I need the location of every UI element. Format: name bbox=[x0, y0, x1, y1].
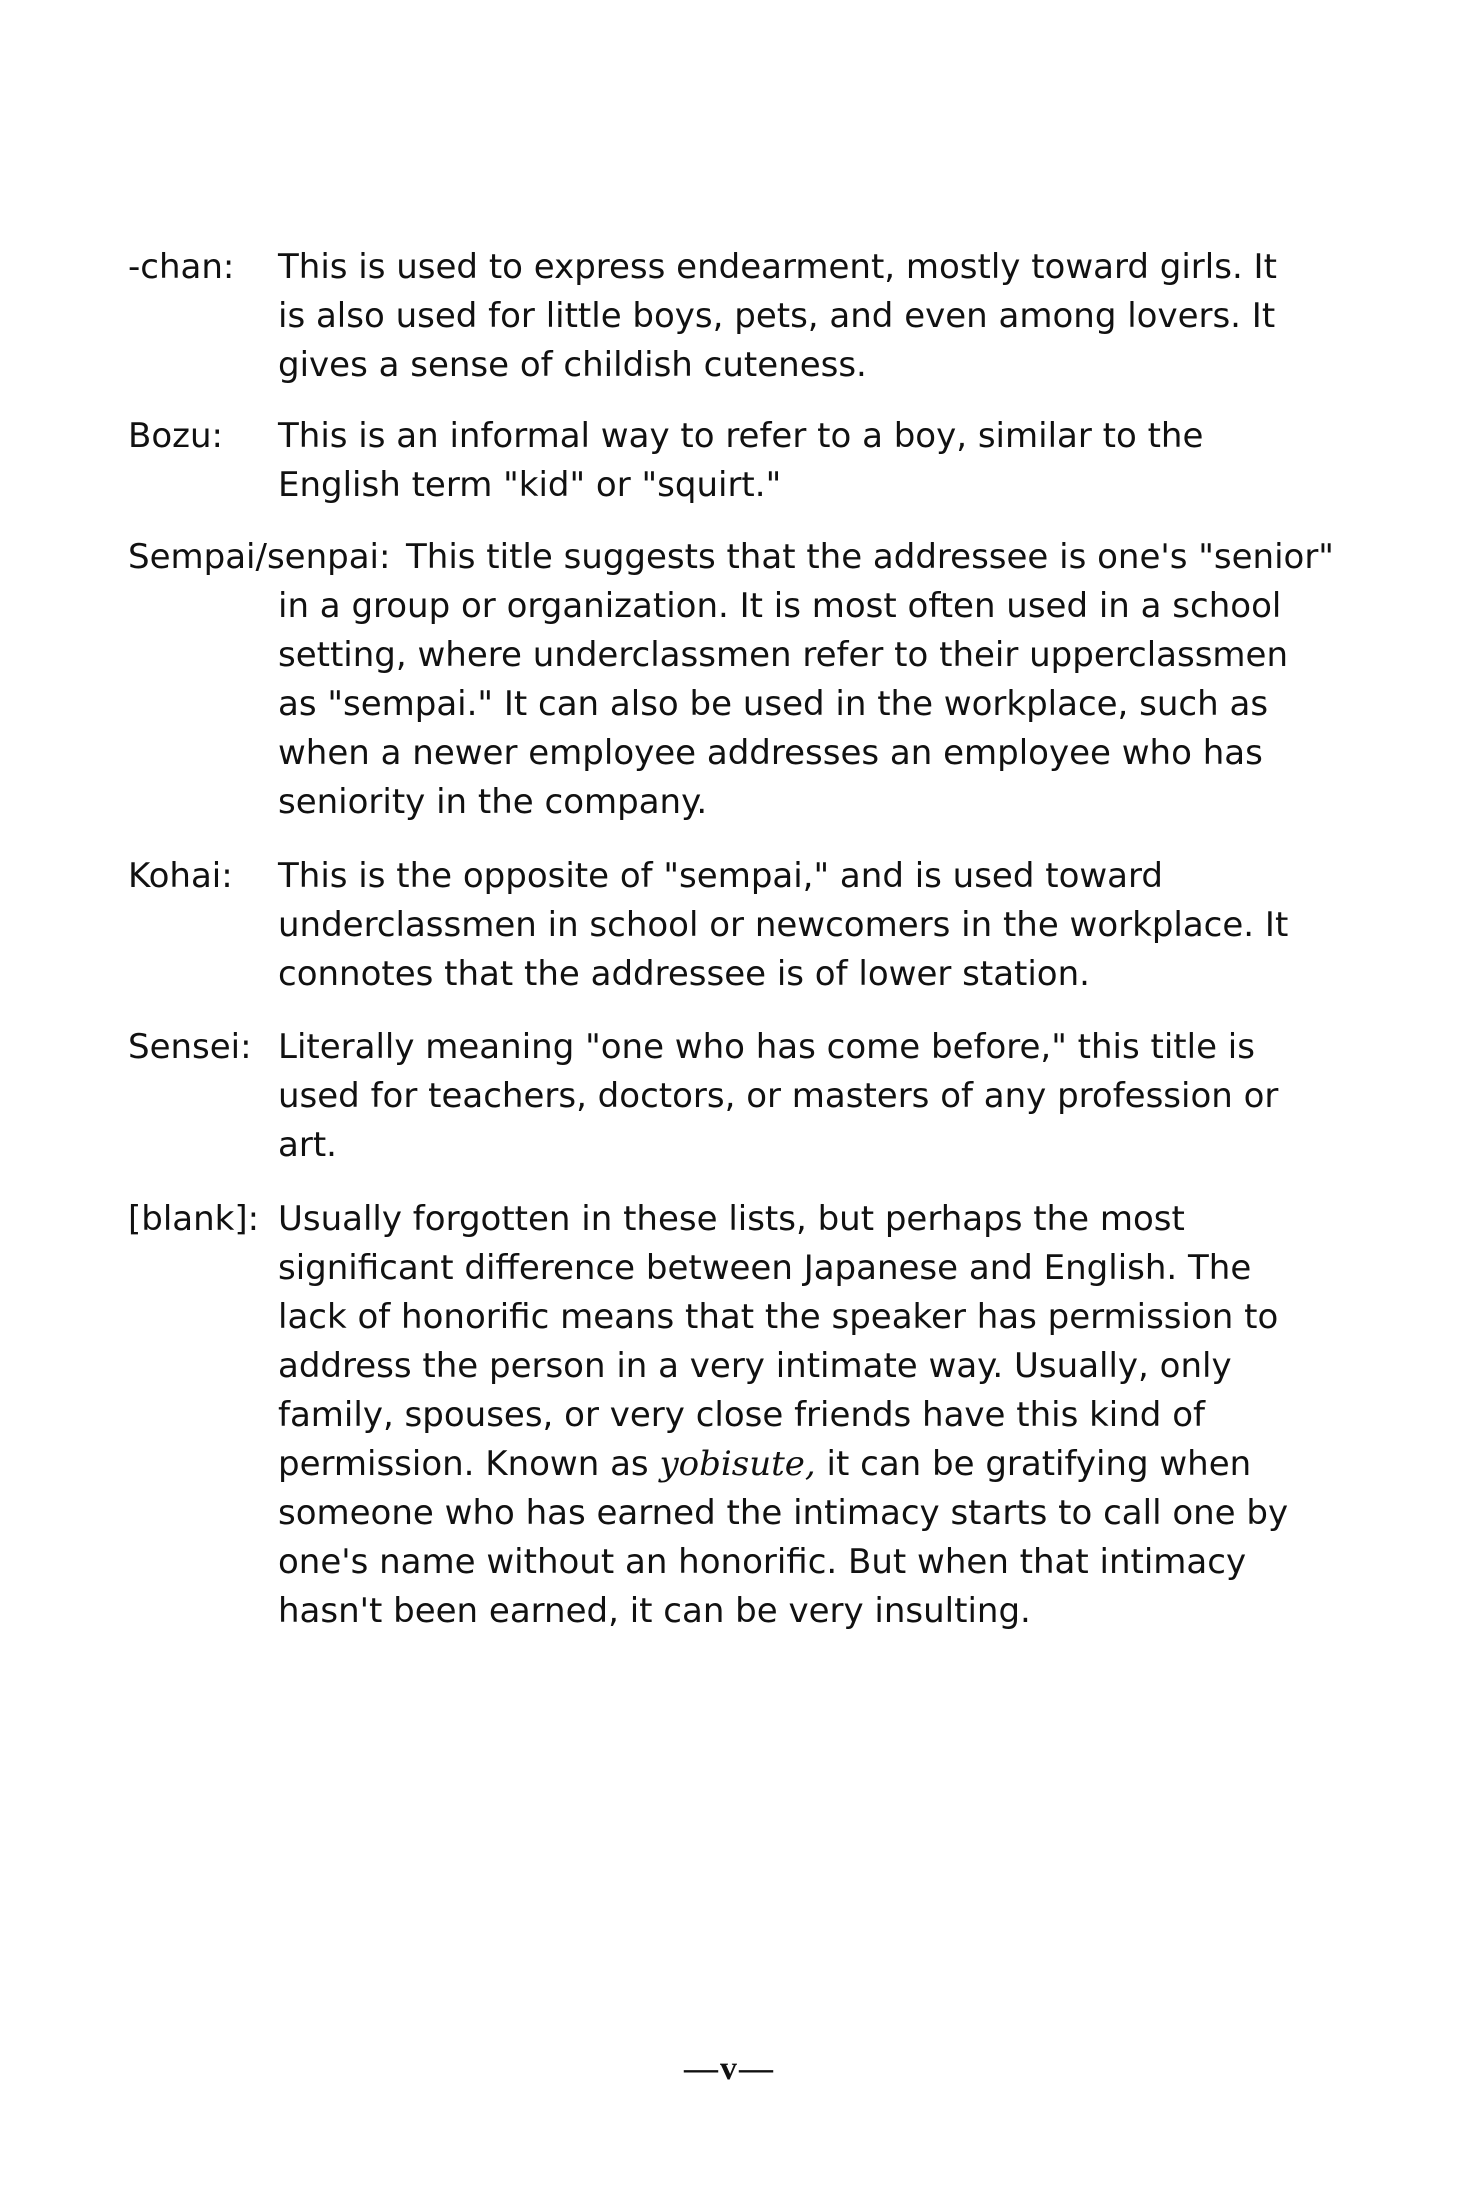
term-chan: -chan: bbox=[128, 247, 235, 287]
definition-sempai bbox=[278, 582, 1328, 827]
definition-line: hasn't been earned, it can be very insulting. bbox=[278, 1591, 1031, 1631]
definition-text: it can be gratifying when bbox=[815, 1444, 1252, 1484]
definition-sempai-first-line bbox=[406, 533, 1456, 582]
definition-line: English term "kid" or "squirt." bbox=[278, 465, 782, 505]
definition-line: connotes that the addressee is of lower station. bbox=[278, 954, 1090, 994]
definition-line: Usually forgotten in these lists, but perhaps the most bbox=[278, 1199, 1185, 1239]
definition-line: This is an informal way to refer to a boy, similar to the bbox=[278, 416, 1204, 456]
definition-line: address the person in a very intimate way. Usually, only bbox=[278, 1346, 1232, 1386]
page-number: —v— bbox=[684, 2050, 775, 2087]
definition-line: as "sempai." It can also be used in the workplace, such as bbox=[278, 684, 1269, 724]
definition-line: lack of honorific means that the speaker has permission to bbox=[278, 1297, 1279, 1337]
definition-bozu bbox=[278, 412, 1328, 510]
definition-kohai bbox=[278, 852, 1328, 999]
definition-line: This is the opposite of "sempai," and is used toward bbox=[278, 856, 1163, 896]
definition-line: one's name without an honorific. But when that intimacy bbox=[278, 1542, 1247, 1582]
definition-line: someone who has earned the intimacy starts to call one by bbox=[278, 1493, 1289, 1533]
definition-line: setting, where underclassmen refer to their upperclassmen bbox=[278, 635, 1288, 675]
term-blank: [blank]: bbox=[128, 1199, 260, 1239]
definition-line: when a newer employee addresses an employee who has bbox=[278, 733, 1263, 773]
definition-text: permission. Known as bbox=[278, 1444, 660, 1484]
term-sensei: Sensei: bbox=[128, 1027, 252, 1067]
term-sempai: Sempai/senpai: bbox=[128, 537, 391, 577]
definition-line-with-italic bbox=[278, 1440, 1328, 1489]
italic-term-yobisute: yobisute, bbox=[659, 1444, 816, 1484]
definition-line: art. bbox=[278, 1125, 337, 1165]
definition-line: family, spouses, or very close friends have this kind of bbox=[278, 1395, 1205, 1435]
definition-line: Literally meaning "one who has come before," this title is bbox=[278, 1027, 1255, 1067]
definition-line: is also used for little boys, pets, and even among lovers. It bbox=[278, 296, 1276, 336]
definition-line: This is used to express endearment, mostly toward girls. It bbox=[278, 247, 1277, 287]
definition-line: This title suggests that the addressee is one's "senior" bbox=[406, 537, 1334, 577]
definition-line: underclassmen in school or newcomers in the workplace. It bbox=[278, 905, 1289, 945]
definition-line: used for teachers, doctors, or masters of any profession or bbox=[278, 1076, 1279, 1116]
term-kohai: Kohai: bbox=[128, 856, 233, 896]
definition-line: seniority in the company. bbox=[278, 782, 708, 822]
term-bozu: Bozu: bbox=[128, 416, 223, 456]
definition-line: significant difference between Japanese and English. The bbox=[278, 1248, 1252, 1288]
definition-line: in a group or organization. It is most often used in a school bbox=[278, 586, 1282, 626]
definition-sensei bbox=[278, 1023, 1328, 1170]
definition-line: gives a sense of childish cuteness. bbox=[278, 345, 867, 385]
definition-chan bbox=[278, 243, 1328, 390]
definition-blank bbox=[278, 1195, 1328, 1636]
